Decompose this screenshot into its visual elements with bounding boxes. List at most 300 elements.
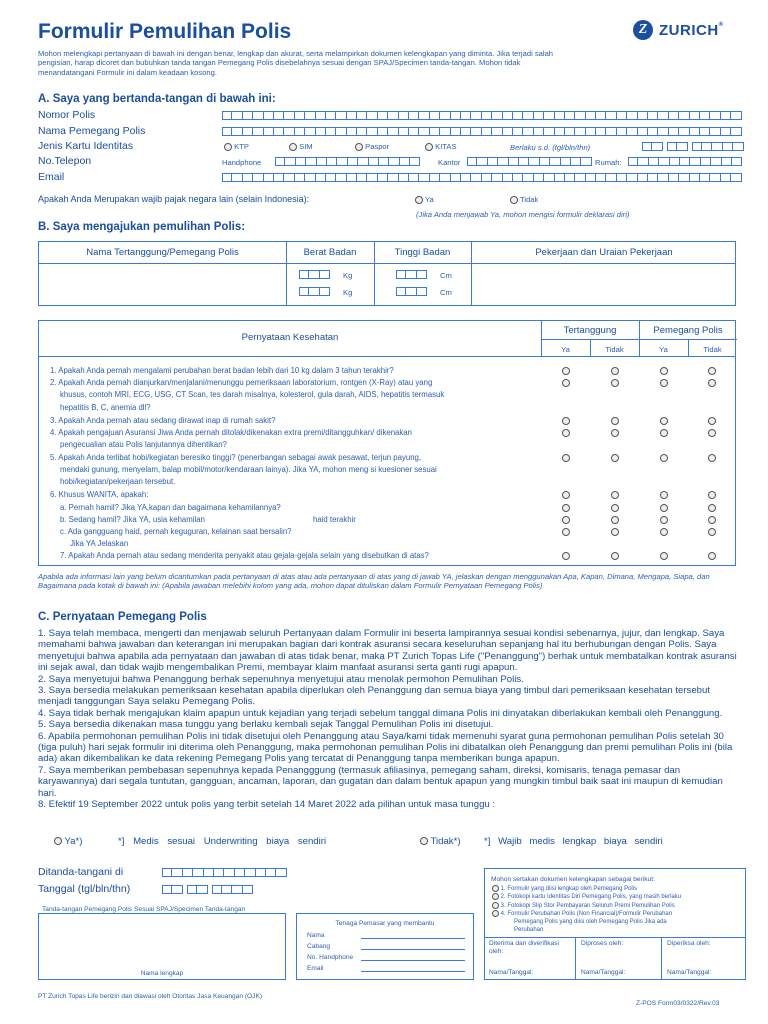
char-cell[interactable] — [534, 127, 544, 136]
char-cell[interactable] — [430, 111, 440, 120]
char-cell[interactable] — [406, 287, 416, 296]
char-cell[interactable] — [710, 127, 720, 136]
char-cell[interactable] — [409, 111, 419, 120]
char-cell[interactable] — [419, 173, 429, 182]
char-cell[interactable] — [669, 127, 679, 136]
char-cell[interactable] — [197, 885, 207, 894]
char-cell[interactable] — [309, 287, 319, 296]
tinggi-field-2[interactable] — [396, 287, 427, 296]
signature-box[interactable] — [38, 913, 286, 980]
char-cell[interactable] — [389, 157, 399, 166]
char-cell[interactable] — [388, 173, 398, 182]
char-cell[interactable] — [467, 157, 477, 166]
kantor-field[interactable] — [467, 157, 592, 166]
berat-field-1[interactable] — [299, 270, 330, 279]
char-cell[interactable] — [378, 173, 388, 182]
char-cell[interactable] — [731, 173, 741, 182]
tax-ya-radio[interactable] — [415, 196, 423, 204]
char-cell[interactable] — [264, 127, 274, 136]
doc-item-3[interactable] — [492, 902, 681, 910]
nomor-polis-field[interactable] — [222, 111, 742, 120]
char-cell[interactable] — [733, 142, 743, 151]
char-cell[interactable] — [284, 173, 294, 182]
char-cell[interactable] — [628, 157, 638, 166]
id-option-ktp[interactable] — [224, 142, 249, 151]
char-cell[interactable] — [555, 127, 565, 136]
char-cell[interactable] — [284, 127, 294, 136]
char-cell[interactable] — [638, 157, 648, 166]
char-cell[interactable] — [212, 885, 222, 894]
char-cell[interactable] — [492, 111, 502, 120]
char-cell[interactable] — [540, 157, 550, 166]
char-cell[interactable] — [243, 127, 253, 136]
char-cell[interactable] — [417, 287, 427, 296]
tax-tidak-radio[interactable] — [510, 196, 518, 204]
char-cell[interactable] — [367, 111, 377, 120]
health-answer-radio[interactable] — [611, 491, 619, 499]
char-cell[interactable] — [529, 157, 539, 166]
char-cell[interactable] — [658, 111, 668, 120]
char-cell[interactable] — [555, 173, 565, 182]
char-cell[interactable] — [336, 127, 346, 136]
char-cell[interactable] — [316, 173, 326, 182]
char-cell[interactable] — [482, 127, 492, 136]
char-cell[interactable] — [317, 157, 327, 166]
health-answer-radio[interactable] — [708, 516, 716, 524]
health-answer-radio[interactable] — [660, 379, 668, 387]
char-cell[interactable] — [348, 157, 358, 166]
char-cell[interactable] — [417, 270, 427, 279]
health-answer-radio[interactable] — [562, 454, 570, 462]
char-cell[interactable] — [367, 173, 377, 182]
char-cell[interactable] — [419, 111, 429, 120]
char-cell[interactable] — [357, 173, 367, 182]
char-cell[interactable] — [222, 885, 232, 894]
health-answer-radio[interactable] — [611, 454, 619, 462]
char-cell[interactable] — [276, 868, 286, 877]
health-answer-radio[interactable] — [611, 528, 619, 536]
char-cell[interactable] — [488, 157, 498, 166]
health-answer-radio[interactable] — [708, 367, 716, 375]
char-cell[interactable] — [357, 111, 367, 120]
health-answer-radio[interactable] — [611, 504, 619, 512]
char-cell[interactable] — [357, 127, 367, 136]
char-cell[interactable] — [492, 173, 502, 182]
char-cell[interactable] — [627, 111, 637, 120]
char-cell[interactable] — [575, 111, 585, 120]
char-cell[interactable] — [492, 127, 502, 136]
char-cell[interactable] — [561, 157, 571, 166]
char-cell[interactable] — [306, 157, 316, 166]
char-cell[interactable] — [677, 142, 687, 151]
char-cell[interactable] — [430, 127, 440, 136]
char-cell[interactable] — [245, 868, 255, 877]
char-cell[interactable] — [399, 173, 409, 182]
char-cell[interactable] — [235, 868, 245, 877]
char-cell[interactable] — [243, 885, 253, 894]
char-cell[interactable] — [378, 111, 388, 120]
nama-pemegang-field[interactable] — [222, 127, 742, 136]
char-cell[interactable] — [648, 173, 658, 182]
health-answer-radio[interactable] — [611, 417, 619, 425]
waiting-ya-radio[interactable] — [54, 837, 62, 845]
char-cell[interactable] — [461, 127, 471, 136]
health-answer-radio[interactable] — [562, 417, 570, 425]
health-answer-radio[interactable] — [562, 429, 570, 437]
char-cell[interactable] — [243, 173, 253, 182]
char-cell[interactable] — [224, 868, 234, 877]
id-option-kitas[interactable] — [425, 142, 457, 151]
char-cell[interactable] — [534, 173, 544, 182]
char-cell[interactable] — [461, 111, 471, 120]
health-answer-radio[interactable] — [611, 429, 619, 437]
char-cell[interactable] — [406, 270, 416, 279]
paspor-radio[interactable] — [355, 143, 363, 151]
char-cell[interactable] — [243, 111, 253, 120]
char-cell[interactable] — [513, 173, 523, 182]
char-cell[interactable] — [565, 127, 575, 136]
char-cell[interactable] — [256, 868, 266, 877]
health-answer-radio[interactable] — [660, 429, 668, 437]
char-cell[interactable] — [586, 127, 596, 136]
char-cell[interactable] — [544, 173, 554, 182]
char-cell[interactable] — [400, 157, 410, 166]
char-cell[interactable] — [379, 157, 389, 166]
health-answer-radio[interactable] — [660, 454, 668, 462]
health-answer-radio[interactable] — [562, 379, 570, 387]
char-cell[interactable] — [284, 111, 294, 120]
char-cell[interactable] — [309, 270, 319, 279]
health-answer-radio[interactable] — [708, 429, 716, 437]
health-answer-radio[interactable] — [562, 516, 570, 524]
health-answer-radio[interactable] — [660, 417, 668, 425]
char-cell[interactable] — [320, 287, 330, 296]
health-answer-radio[interactable] — [611, 552, 619, 560]
char-cell[interactable] — [513, 127, 523, 136]
char-cell[interactable] — [721, 127, 731, 136]
char-cell[interactable] — [451, 111, 461, 120]
char-cell[interactable] — [440, 111, 450, 120]
char-cell[interactable] — [586, 111, 596, 120]
char-cell[interactable] — [690, 127, 700, 136]
char-cell[interactable] — [274, 127, 284, 136]
char-cell[interactable] — [723, 142, 733, 151]
char-cell[interactable] — [550, 157, 560, 166]
char-cell[interactable] — [477, 157, 487, 166]
health-answer-radio[interactable] — [708, 552, 716, 560]
char-cell[interactable] — [204, 868, 214, 877]
char-cell[interactable] — [187, 885, 197, 894]
char-cell[interactable] — [305, 111, 315, 120]
doc-item-2[interactable] — [492, 893, 681, 901]
char-cell[interactable] — [710, 173, 720, 182]
health-answer-radio[interactable] — [708, 504, 716, 512]
berlaku-field[interactable] — [642, 142, 744, 151]
char-cell[interactable] — [295, 127, 305, 136]
health-answer-radio[interactable] — [660, 504, 668, 512]
char-cell[interactable] — [482, 111, 492, 120]
health-answer-radio[interactable] — [660, 552, 668, 560]
char-cell[interactable] — [253, 127, 263, 136]
char-cell[interactable] — [471, 173, 481, 182]
char-cell[interactable] — [731, 127, 741, 136]
char-cell[interactable] — [369, 157, 379, 166]
char-cell[interactable] — [523, 127, 533, 136]
char-cell[interactable] — [544, 111, 554, 120]
char-cell[interactable] — [264, 111, 274, 120]
char-cell[interactable] — [399, 127, 409, 136]
tinggi-field-1[interactable] — [396, 270, 427, 279]
health-answer-radio[interactable] — [660, 528, 668, 536]
char-cell[interactable] — [358, 157, 368, 166]
char-cell[interactable] — [503, 111, 513, 120]
char-cell[interactable] — [690, 173, 700, 182]
char-cell[interactable] — [326, 111, 336, 120]
char-cell[interactable] — [509, 157, 519, 166]
char-cell[interactable] — [461, 173, 471, 182]
char-cell[interactable] — [347, 111, 357, 120]
char-cell[interactable] — [627, 173, 637, 182]
health-answer-radio[interactable] — [611, 516, 619, 524]
char-cell[interactable] — [606, 111, 616, 120]
health-answer-radio[interactable] — [708, 417, 716, 425]
char-cell[interactable] — [336, 173, 346, 182]
char-cell[interactable] — [659, 157, 669, 166]
char-cell[interactable] — [299, 287, 309, 296]
char-cell[interactable] — [669, 173, 679, 182]
char-cell[interactable] — [690, 157, 700, 166]
tax-option-tidak[interactable] — [510, 195, 538, 204]
char-cell[interactable] — [378, 127, 388, 136]
char-cell[interactable] — [367, 127, 377, 136]
char-cell[interactable] — [440, 173, 450, 182]
char-cell[interactable] — [316, 127, 326, 136]
char-cell[interactable] — [513, 111, 523, 120]
char-cell[interactable] — [658, 127, 668, 136]
health-answer-radio[interactable] — [708, 491, 716, 499]
char-cell[interactable] — [617, 111, 627, 120]
char-cell[interactable] — [396, 287, 406, 296]
char-cell[interactable] — [523, 173, 533, 182]
health-answer-radio[interactable] — [660, 491, 668, 499]
char-cell[interactable] — [162, 885, 172, 894]
char-cell[interactable] — [183, 868, 193, 877]
char-cell[interactable] — [347, 127, 357, 136]
char-cell[interactable] — [388, 127, 398, 136]
char-cell[interactable] — [627, 127, 637, 136]
char-cell[interactable] — [409, 173, 419, 182]
char-cell[interactable] — [565, 111, 575, 120]
char-cell[interactable] — [409, 127, 419, 136]
char-cell[interactable] — [731, 111, 741, 120]
char-cell[interactable] — [658, 173, 668, 182]
doc-3-check[interactable] — [492, 902, 499, 909]
char-cell[interactable] — [565, 173, 575, 182]
waiting-option-ya[interactable] — [54, 836, 82, 847]
char-cell[interactable] — [316, 111, 326, 120]
char-cell[interactable] — [638, 127, 648, 136]
char-cell[interactable] — [232, 111, 242, 120]
char-cell[interactable] — [596, 111, 606, 120]
char-cell[interactable] — [721, 111, 731, 120]
char-cell[interactable] — [327, 157, 337, 166]
char-cell[interactable] — [388, 111, 398, 120]
health-answer-radio[interactable] — [708, 379, 716, 387]
char-cell[interactable] — [320, 270, 330, 279]
char-cell[interactable] — [347, 173, 357, 182]
char-cell[interactable] — [232, 885, 242, 894]
char-cell[interactable] — [712, 142, 722, 151]
char-cell[interactable] — [575, 173, 585, 182]
char-cell[interactable] — [519, 157, 529, 166]
char-cell[interactable] — [299, 270, 309, 279]
waiting-tidak-radio[interactable] — [420, 837, 428, 845]
char-cell[interactable] — [274, 111, 284, 120]
char-cell[interactable] — [451, 127, 461, 136]
char-cell[interactable] — [638, 111, 648, 120]
id-option-paspor[interactable] — [355, 142, 389, 151]
char-cell[interactable] — [274, 173, 284, 182]
char-cell[interactable] — [253, 111, 263, 120]
doc-4-check[interactable] — [492, 910, 499, 917]
char-cell[interactable] — [606, 173, 616, 182]
char-cell[interactable] — [571, 157, 581, 166]
char-cell[interactable] — [326, 127, 336, 136]
tax-option-ya[interactable] — [415, 195, 434, 204]
char-cell[interactable] — [305, 173, 315, 182]
char-cell[interactable] — [534, 111, 544, 120]
doc-item-4[interactable] — [492, 910, 681, 918]
char-cell[interactable] — [702, 142, 712, 151]
health-answer-radio[interactable] — [562, 367, 570, 375]
char-cell[interactable] — [399, 111, 409, 120]
char-cell[interactable] — [222, 173, 232, 182]
char-cell[interactable] — [669, 111, 679, 120]
char-cell[interactable] — [648, 127, 658, 136]
char-cell[interactable] — [275, 157, 285, 166]
char-cell[interactable] — [305, 127, 315, 136]
tanggal-field[interactable] — [162, 885, 253, 894]
health-answer-radio[interactable] — [562, 504, 570, 512]
char-cell[interactable] — [296, 157, 306, 166]
health-answer-radio[interactable] — [562, 552, 570, 560]
char-cell[interactable] — [586, 173, 596, 182]
char-cell[interactable] — [722, 157, 732, 166]
char-cell[interactable] — [638, 173, 648, 182]
char-cell[interactable] — [232, 173, 242, 182]
health-answer-radio[interactable] — [611, 367, 619, 375]
waiting-option-tidak[interactable] — [420, 836, 461, 847]
doc-item-1[interactable] — [492, 885, 681, 893]
char-cell[interactable] — [285, 157, 295, 166]
char-cell[interactable] — [667, 142, 677, 151]
health-answer-radio[interactable] — [660, 516, 668, 524]
char-cell[interactable] — [732, 157, 742, 166]
char-cell[interactable] — [172, 885, 182, 894]
sim-radio[interactable] — [289, 143, 297, 151]
health-answer-radio[interactable] — [611, 379, 619, 387]
char-cell[interactable] — [214, 868, 224, 877]
char-cell[interactable] — [575, 127, 585, 136]
health-answer-radio[interactable] — [562, 528, 570, 536]
char-cell[interactable] — [222, 127, 232, 136]
char-cell[interactable] — [670, 157, 680, 166]
char-cell[interactable] — [544, 127, 554, 136]
kitas-radio[interactable] — [425, 143, 433, 151]
char-cell[interactable] — [679, 127, 689, 136]
handphone-field[interactable] — [275, 157, 420, 166]
doc-2-check[interactable] — [492, 893, 499, 900]
rumah-field[interactable] — [628, 157, 742, 166]
char-cell[interactable] — [690, 111, 700, 120]
char-cell[interactable] — [711, 157, 721, 166]
char-cell[interactable] — [596, 127, 606, 136]
char-cell[interactable] — [581, 157, 591, 166]
char-cell[interactable] — [700, 173, 710, 182]
char-cell[interactable] — [232, 127, 242, 136]
char-cell[interactable] — [652, 142, 662, 151]
char-cell[interactable] — [295, 173, 305, 182]
doc-1-check[interactable] — [492, 885, 499, 892]
ditanda-field[interactable] — [162, 868, 287, 877]
char-cell[interactable] — [264, 173, 274, 182]
email-field[interactable] — [222, 173, 742, 182]
char-cell[interactable] — [701, 157, 711, 166]
char-cell[interactable] — [555, 111, 565, 120]
char-cell[interactable] — [503, 173, 513, 182]
berat-field-2[interactable] — [299, 287, 330, 296]
char-cell[interactable] — [617, 173, 627, 182]
char-cell[interactable] — [451, 173, 461, 182]
char-cell[interactable] — [419, 127, 429, 136]
char-cell[interactable] — [193, 868, 203, 877]
char-cell[interactable] — [710, 111, 720, 120]
char-cell[interactable] — [482, 173, 492, 182]
char-cell[interactable] — [523, 111, 533, 120]
char-cell[interactable] — [396, 270, 406, 279]
health-answer-radio[interactable] — [708, 528, 716, 536]
ktp-radio[interactable] — [224, 143, 232, 151]
char-cell[interactable] — [336, 111, 346, 120]
char-cell[interactable] — [337, 157, 347, 166]
char-cell[interactable] — [253, 173, 263, 182]
char-cell[interactable] — [721, 173, 731, 182]
char-cell[interactable] — [642, 142, 652, 151]
health-answer-radio[interactable] — [562, 491, 570, 499]
id-option-sim[interactable] — [289, 142, 313, 151]
health-answer-radio[interactable] — [708, 454, 716, 462]
char-cell[interactable] — [648, 111, 658, 120]
char-cell[interactable] — [295, 111, 305, 120]
char-cell[interactable] — [700, 127, 710, 136]
char-cell[interactable] — [222, 111, 232, 120]
char-cell[interactable] — [162, 868, 172, 877]
char-cell[interactable] — [680, 157, 690, 166]
char-cell[interactable] — [649, 157, 659, 166]
char-cell[interactable] — [606, 127, 616, 136]
char-cell[interactable] — [617, 127, 627, 136]
char-cell[interactable] — [172, 868, 182, 877]
char-cell[interactable] — [679, 173, 689, 182]
char-cell[interactable] — [410, 157, 420, 166]
char-cell[interactable] — [326, 173, 336, 182]
char-cell[interactable] — [679, 111, 689, 120]
char-cell[interactable] — [471, 111, 481, 120]
char-cell[interactable] — [692, 142, 702, 151]
health-answer-radio[interactable] — [660, 367, 668, 375]
char-cell[interactable] — [430, 173, 440, 182]
char-cell[interactable] — [498, 157, 508, 166]
